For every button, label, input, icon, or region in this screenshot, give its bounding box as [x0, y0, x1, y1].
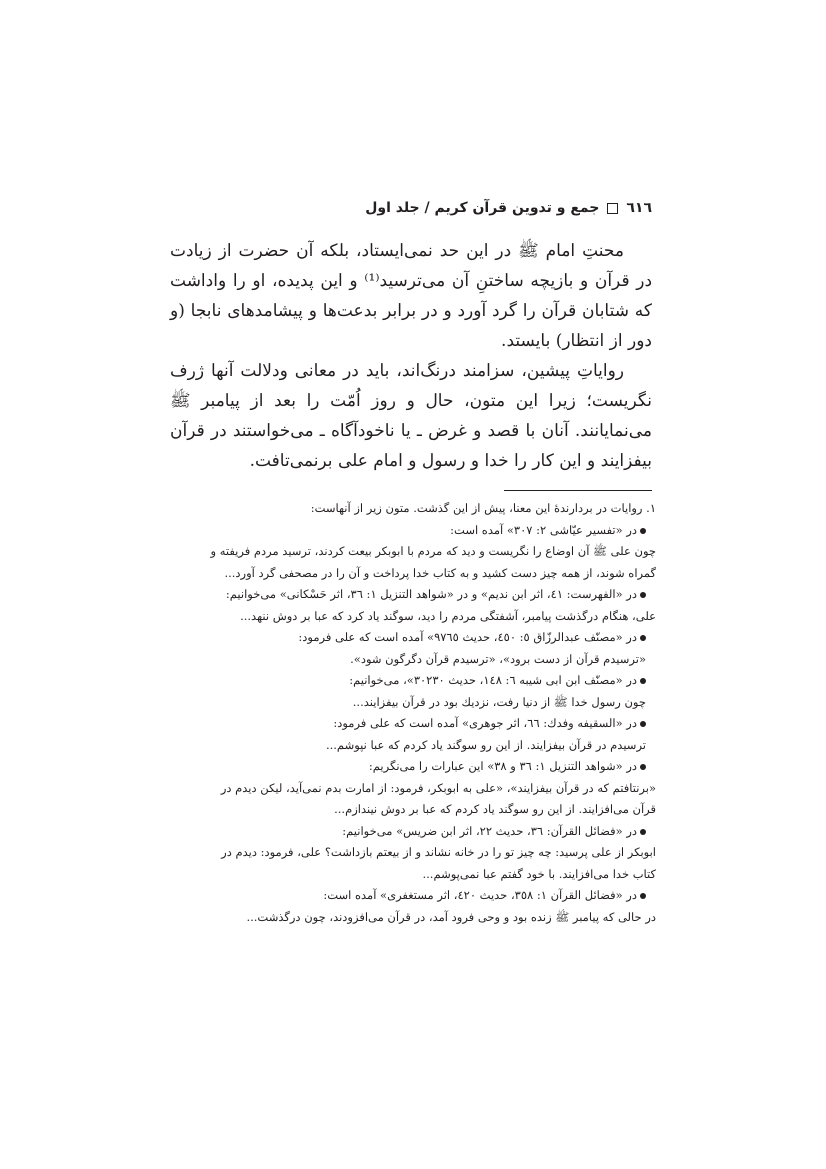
body-line: امام على برنمی‌تافت. — [249, 451, 403, 471]
footnote-line: ابوبكر از على پرسيد: چه چيز تو را در خانه نشاند و از بيعتم بازداشت؟ على، فرمود: ديدم در — [221, 845, 656, 859]
footnote-line: ١. روايات در بردارندهٔ اين معنا، پيش از اين گذشت. متون زير از آنهاست: — [310, 501, 656, 515]
bullet-icon — [640, 592, 646, 598]
body-line: رواياتِ پيشين، سزامند درنگ‌اند، بايد در معانى ودلالت آنها ژرف نگريست؛ — [170, 361, 653, 411]
body-line: بازيچه ساختنِ آن می‌ترسيد⁽¹⁾ و اين پديده، او را واداشت كه شتابان قرآن را گرد — [170, 271, 652, 321]
book-title: جمع و تدوين قرآن كريم / جلد اول — [365, 200, 600, 216]
bullet-icon — [640, 635, 646, 641]
paragraph-2 — [170, 356, 652, 476]
footnote-source — [170, 756, 656, 778]
footnote-line: كتاب خدا می‌افزايند. با خود گفتم عبا نمی‌پوشم... — [422, 866, 656, 881]
footnote-line: قرآن می‌افزايند. از اين رو سوگند ياد كردم كه عبا بر دوش نيندازم... — [334, 802, 656, 816]
footnote-source — [170, 885, 656, 907]
footnote-line: «ترسيدم قرآن از دست برود»، «ترسيدم قرآن دگرگون شود». — [350, 651, 646, 666]
body-line: آورد و در برابر بدعت‌ها و پيشامدهاى نابجا (و دور از انتظار) بايستد. — [170, 301, 652, 351]
footnote-line: در «تفسير عيّاشى ٢: ٣٠٧» آمده است: — [450, 522, 637, 537]
footnote-line: چون على ﷺ آن اوضاع را نگريست و ديد كه مردم با ابوبكر بيعت كردند، ترسيد مردم فريفته و — [210, 544, 656, 558]
footnotes — [170, 498, 656, 928]
footnote-line: در «فضائل القرآن: ٣٦، حديث ٢٢، اثر ابن ضريس» می‌خوانيم: — [342, 823, 637, 838]
bullet-icon — [640, 678, 646, 684]
footnote-line: در «مصنّف ابن ابى شيبه ٦: ١٤٨، حديث ٣٠٢٣٠»، می‌خوانيم: — [349, 673, 637, 687]
header-square-ornament — [607, 203, 618, 214]
body-line: محنتِ امام ﷺ در اين حد نمی‌ايستاد، بلكه آن حضرت از زيادت در قرآن و — [170, 241, 653, 291]
bullet-icon — [640, 829, 646, 835]
footnote-line: در «السقيفه وفدك: ٦٦، اثر جوهرى» آمده است كه على فرمود: — [333, 716, 637, 730]
footnote-line: در «فضائل القرآن ١: ٣٥٨، حديث ٤٢٠، اثر مستغفرى» آمده است: — [323, 888, 637, 902]
running-header — [170, 196, 652, 220]
footnote-source — [170, 670, 656, 692]
footnote-line: «برنتافتم كه در قرآن بيفزايند»، «على به ابوبكر، فرمود: از امارت بدم نمی‌آيد، ليكن ديدم در — [220, 780, 656, 795]
footnote-line: چون رسول خدا ﷺ از دنيا رفت، نزديك بود در قرآن بيفزايند... — [352, 694, 646, 709]
paragraph-1 — [170, 236, 652, 356]
bullet-icon — [640, 721, 646, 727]
footnote-line: گمراه شوند، از همه چيز دست كشيد و به كتاب خدا پرداخت و آن را در مصحفى گرد آورد... — [224, 565, 656, 580]
footnote-line: در «شواهد التنزيل ١: ٣٦ و ٣٨» اين عبارات را می‌نگريم: — [368, 759, 637, 773]
footnote-source — [170, 821, 656, 843]
body-line: غرض ـ يا ناخودآگاه ـ می‌خواستند در قرآن بيفزايند و اين كار را خدا و رسول و — [170, 421, 652, 471]
footnote-line: ترسيدم در قرآن بيفزايند. از اين رو سوگند ياد كردم كه عبا نپوشم... — [325, 737, 646, 752]
footnote-line: در حالى كه پيامبر ﷺ زنده بود و وحى فرود آمد، در قرآن می‌افزودند، چون درگذشت... — [246, 909, 656, 924]
footnote-source — [170, 713, 656, 735]
footnote-source — [170, 627, 656, 649]
body-line: زيرا اين متون، حال و روز اُمّت را بعد از پيامبر ﷺ می‌نمايانند. آنان با قصد و — [170, 391, 653, 441]
bullet-icon — [640, 764, 646, 770]
footnote-line: در «مصنّف عبدالرزّاق ٥: ٤٥٠، حديث ٩٧٦٥» آمده است كه على فرمود: — [298, 630, 637, 644]
footnote-line: على، هنگام درگذشت پيامبر، آشفتگى مردم را ديد، سوگند ياد كرد كه عبا بر دوش ننهد... — [240, 608, 656, 623]
footnote-source — [170, 520, 656, 542]
footnote-source — [170, 584, 656, 606]
footnote-separator — [504, 490, 652, 491]
footnote-line: در «الفهرست: ٤١، اثر ابن نديم» و در «شواهد التنزيل ١: ٣٦، اثر حَسْكانى» می‌خوانيم: — [225, 587, 637, 601]
bullet-icon — [640, 528, 646, 534]
page-number: ٦١٦ — [626, 200, 652, 216]
bullet-icon — [640, 893, 646, 899]
main-text — [170, 236, 652, 476]
